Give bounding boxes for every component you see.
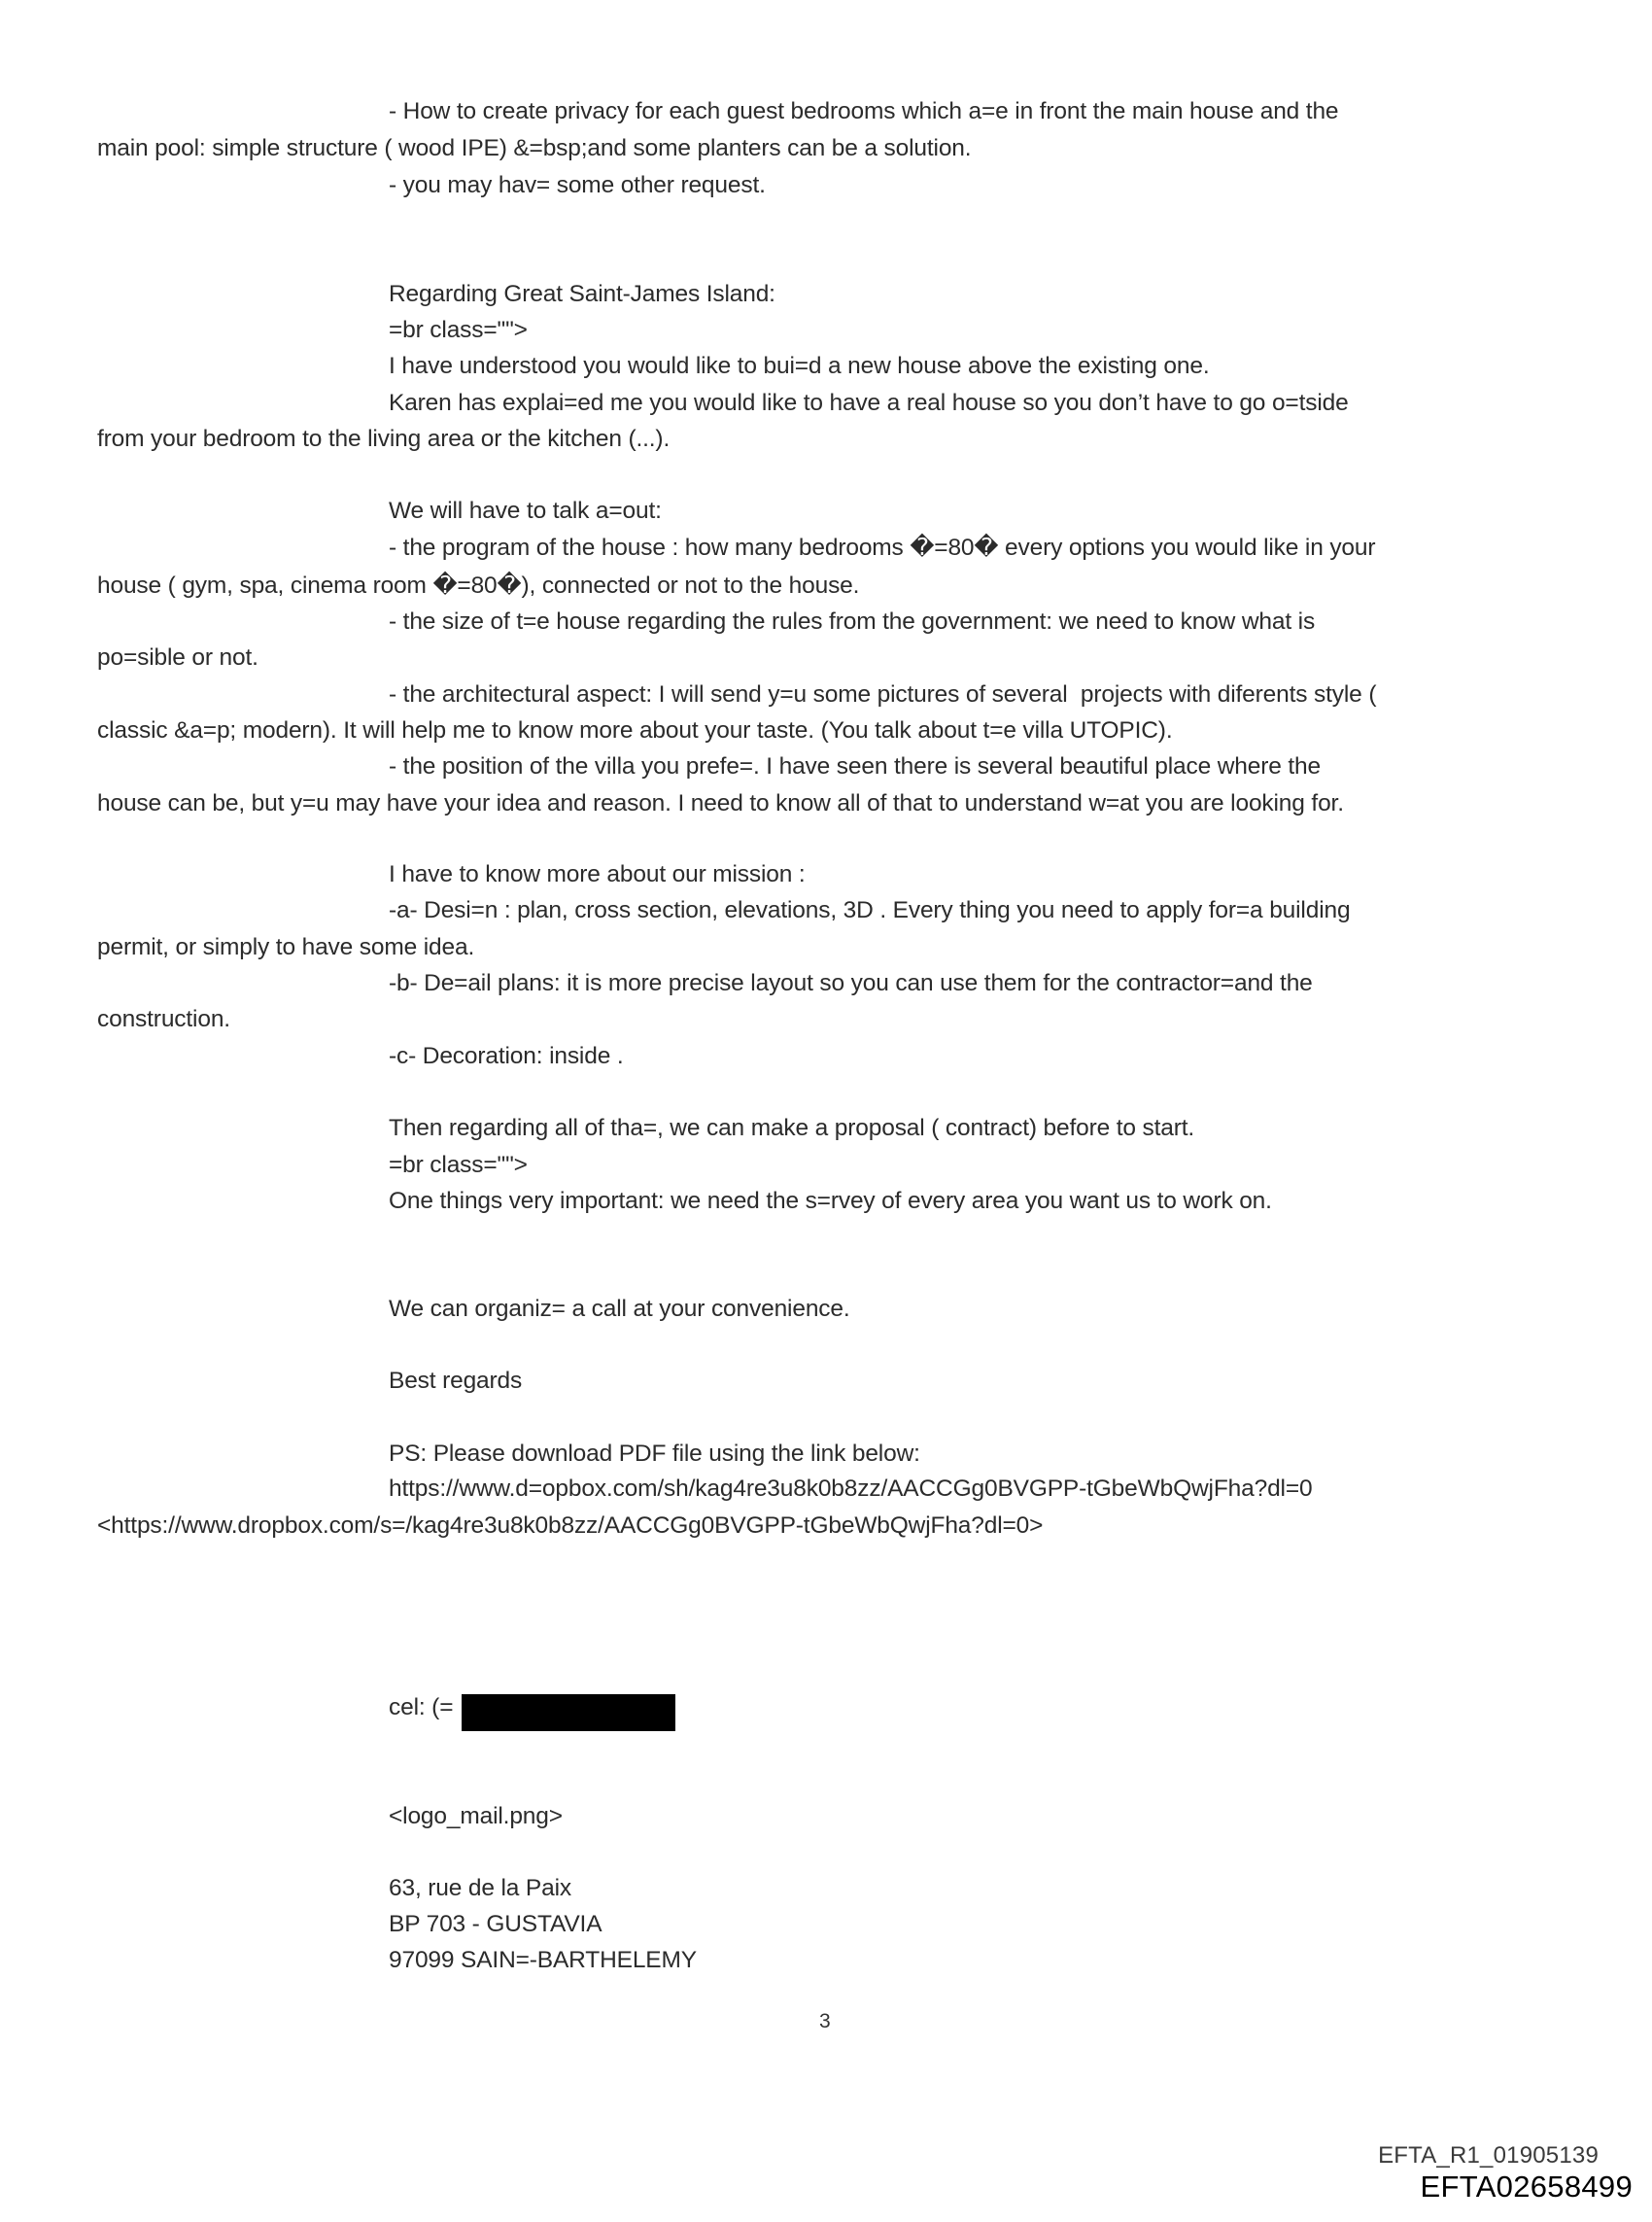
ps-line: PS: Please download PDF file using the link below: — [389, 1441, 920, 1467]
privacy-item-line-1: - How to create privacy for each guest bedrooms which a=e in front the main house and the — [389, 98, 1339, 124]
br-artifact-2: =br class=""> — [389, 1152, 528, 1178]
address-line-1: 63, rue de la Paix — [389, 1875, 571, 1901]
page-number: 3 — [819, 2010, 831, 2032]
cel-label: cel: (= — [389, 1694, 454, 1720]
karen-line-1: Karen has explai=ed me you would like to have a real house so you don’t have to go o=tside — [389, 390, 1349, 416]
address-line-2: BP 703 - GUSTAVIA — [389, 1911, 602, 1937]
karen-line-2: from your bedroom to the living area or the kitchen (...). — [97, 426, 671, 452]
decoration-line: -c- Decoration: inside . — [389, 1043, 624, 1069]
dropbox-link[interactable]: https://www.d=opbox.com/sh/kag4re3u8k0b8zz/AACCGg0BVGPP-tGbeWbQwjFha?dl=0 — [389, 1476, 1313, 1502]
mission-heading: I have to know more about our mission : — [389, 861, 806, 887]
survey-line: One things very important: we need the s=rvey of every area you want us to work on. — [389, 1188, 1272, 1214]
size-line-1: - the size of t=e house regarding the rules from the government: we need to know what is — [389, 608, 1316, 635]
br-artifact-1: =br class=""> — [389, 317, 528, 343]
address-line-3: 97099 SAIN=-BARTHELEMY — [389, 1947, 697, 1973]
architecture-line-1: - the architectural aspect: I will send y=u some pictures of several projects with diferents style ( — [389, 681, 1377, 708]
design-line-2: permit, or simply to have some idea. — [97, 934, 475, 960]
architecture-line-2: classic &a=p; modern). It will help me to know more about your taste. (You talk about t=e villa UTOPIC). — [97, 717, 1173, 744]
other-request-item: - you may hav= some other request. — [389, 172, 766, 198]
great-saint-james-heading: Regarding Great Saint-James Island: — [389, 281, 775, 307]
size-line-2: po=sible or not. — [97, 644, 258, 671]
privacy-item-line-2: main pool: simple structure ( wood IPE) &=bsp;and some planters can be a solution. — [97, 135, 972, 161]
bates-stamp-1: EFTA_R1_01905139 — [1378, 2142, 1599, 2169]
dropbox-link-target[interactable]: <https://www.dropbox.com/s=/kag4re3u8k0b8zz/AACCGg0BVGPP-tGbeWbQwjFha?dl=0> — [97, 1512, 1044, 1539]
design-line-1: -a- Desi=n : plan, cross section, elevations, 3D . Every thing you need to apply for=a building — [389, 897, 1351, 923]
logo-placeholder: <logo_mail.png> — [389, 1803, 563, 1829]
position-line-1: - the position of the villa you prefe=. I have seen there is several beautiful place where the — [389, 753, 1321, 780]
talk-about-heading: We will have to talk a=out: — [389, 498, 662, 524]
call-line: We can organiz= a call at your convenience. — [389, 1296, 850, 1322]
program-line-1: - the program of the house : how many bedrooms �=80� every options you would like in your — [389, 535, 1376, 561]
detail-line-2: construction. — [97, 1006, 230, 1032]
bates-stamp-2: EFTA02658499 — [1420, 2170, 1633, 2204]
then-regarding-line: Then regarding all of tha=, we can make a proposal ( contract) before to start. — [389, 1115, 1195, 1141]
position-line-2: house can be, but y=u may have your idea and reason. I need to know all of that to understand w=at you are looking for. — [97, 790, 1344, 816]
program-line-2: house ( gym, spa, cinema room �=80�), connected or not to the house. — [97, 573, 860, 599]
best-regards: Best regards — [389, 1368, 523, 1394]
detail-line-1: -b- De=ail plans: it is more precise layout so you can use them for the contractor=and the — [389, 970, 1313, 996]
redaction-box — [462, 1694, 675, 1731]
understood-line: I have understood you would like to bui=d a new house above the existing one. — [389, 353, 1210, 379]
